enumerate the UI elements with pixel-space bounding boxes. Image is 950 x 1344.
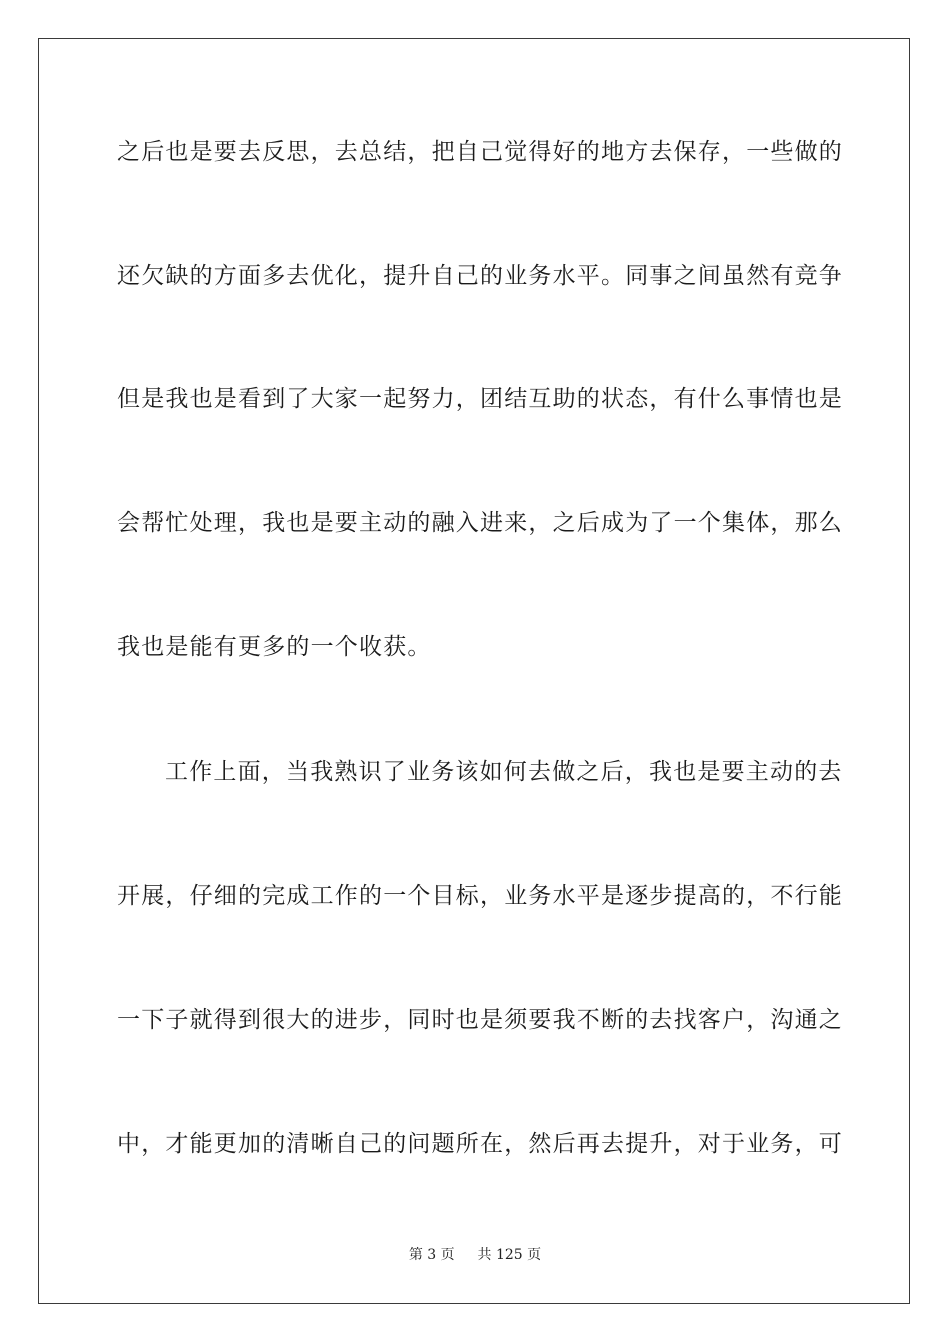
body-line-1: 之后也是要去反思，去总结，把自己觉得好的地方去保存，一些做的: [117, 139, 843, 165]
page-footer: [0, 1246, 950, 1264]
body-line-9: 中，才能更加的清晰自己的问题所在，然后再去提升，对于业务，可: [117, 1131, 843, 1157]
page-border: [38, 38, 910, 1304]
body-line-8: 一下子就得到很大的进步，同时也是须要我不断的去找客户，沟通之: [117, 1007, 843, 1033]
body-line-6: 工作上面，当我熟识了业务该如何去做之后，我也是要主动的去: [165, 759, 843, 785]
body-line-2: 还欠缺的方面多去优化，提升自己的业务水平。同事之间虽然有竞争: [117, 263, 843, 289]
page-total: 共 125 页: [477, 1247, 542, 1263]
body-line-7: 开展，仔细的完成工作的一个目标，业务水平是逐步提高的，不行能: [117, 883, 843, 909]
body-line-3: 但是我也是看到了大家一起努力，团结互助的状态，有什么事情也是: [117, 386, 843, 412]
body-line-4: 会帮忙处理，我也是要主动的融入进来，之后成为了一个集体，那么: [117, 510, 843, 536]
page-number: 第 3 页: [408, 1247, 455, 1263]
body-line-5: 我也是能有更多的一个收获。: [117, 634, 432, 660]
